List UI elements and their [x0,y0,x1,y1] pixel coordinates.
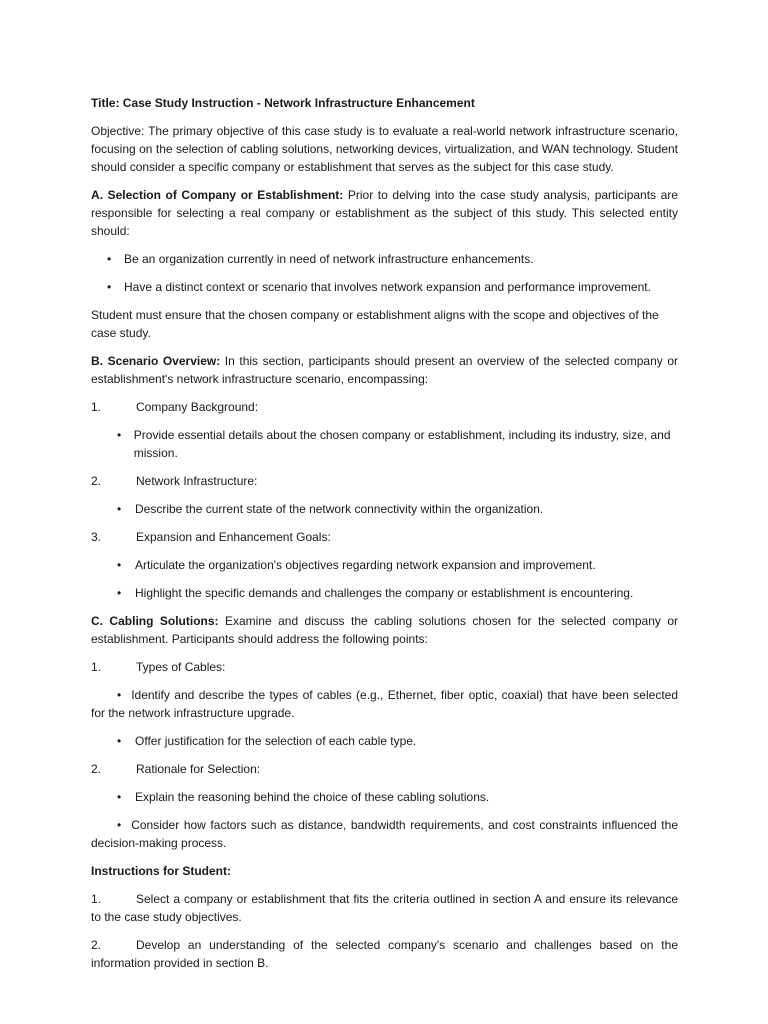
section-a-text: Prior to delving into the case study analysis, participants are responsible for selecting a real company or establishment as the subject of this study. This selected entity should: [91,188,678,238]
document-body [91,94,678,982]
section-b-paragraph [91,352,678,388]
item-label: Company Background: [136,400,259,414]
item-label: Network Infrastructure: [136,474,258,488]
item-number: 1. [91,660,102,674]
section-c-text: Examine and discuss the cabling solutions chosen for the selected company or establishment. Participants should address the following points: [91,614,678,646]
numbered-item [91,472,678,490]
instruction-item [91,936,678,972]
list-item-text: Highlight the specific demands and challenges the company or establishment is encountering. [135,586,634,600]
section-b-text: In this section, participants should present an overview of the selected company or establishment's network infrastructure scenario, encompassing: [91,354,678,386]
item-number: 2. [91,474,102,488]
list-item-text: Articulate the organization's objectives regarding network expansion and improvement. [135,558,596,572]
list-item-text: Have a distinct context or scenario that involves network expansion and performance improvement. [124,280,651,294]
item-label: Expansion and Enhancement Goals: [136,530,331,544]
list-item-text: Identify and describe the types of cables (e.g., Ethernet, fiber optic, coaxial) that have been selected for the network infrastructure upgrade. [91,688,678,720]
list-item [91,732,678,750]
bullet-marker: • [117,428,122,442]
list-item [91,556,678,574]
bullet-marker: • [117,586,122,600]
list-item [91,278,678,296]
instruction-item [91,890,678,926]
bullet-marker: • [117,734,122,748]
item-number: 3. [91,530,102,544]
bullet-marker: • [117,790,122,804]
list-item [91,584,678,602]
instruction-text: Select a company or establishment that fits the criteria outlined in section A and ensure its relevance to the case study objectives. [91,892,678,924]
list-item [91,426,678,462]
section-c-heading: C. Cabling Solutions: [91,614,219,628]
item-number: 2. [91,938,102,952]
item-label: Types of Cables: [136,660,226,674]
bullet-marker: • [107,252,112,266]
list-item-text: Explain the reasoning behind the choice of these cabling solutions. [135,790,490,804]
section-a-heading: A. Selection of Company or Establishment: [91,188,344,202]
numbered-item [91,760,678,778]
instructions-heading: Instructions for Student: [91,864,231,878]
list-item [91,816,678,852]
list-item [91,686,678,722]
item-label: Rationale for Selection: [136,762,261,776]
list-item [91,500,678,518]
bullet-marker: • [117,688,122,702]
numbered-item [91,398,678,416]
list-item [91,788,678,806]
list-item-text: Consider how factors such as distance, bandwidth requirements, and cost constraints influenced the decision-making process. [91,818,678,850]
section-c-paragraph [91,612,678,648]
numbered-item [91,658,678,676]
objective-paragraph: Objective: The primary objective of this case study is to evaluate a real-world network infrastructure scenario, focusing on the selection of cabling solutions, networking devices, virtualization, and WAN technology. Student should consider a specific company or establishment that serves as the subject for this case study. [91,124,678,174]
section-a-paragraph [91,186,678,240]
instruction-text: Develop an understanding of the selected company's scenario and challenges based on the information provided in section B. [91,938,678,970]
numbered-item [91,528,678,546]
bullet-marker: • [117,558,122,572]
list-item-text: Describe the current state of the network connectivity within the organization. [135,502,544,516]
bullet-marker: • [117,502,122,516]
list-item [91,250,678,268]
section-a-closing: Student must ensure that the chosen company or establishment aligns with the scope and objectives of the case study. [91,308,659,340]
bullet-marker: • [117,818,122,832]
list-item-text: Be an organization currently in need of network infrastructure enhancements. [124,252,534,266]
list-item-text: Provide essential details about the chosen company or establishment, including its industry, size, and mission. [133,428,671,460]
list-item-text: Offer justification for the selection of each cable type. [135,734,417,748]
item-number: 1. [91,400,102,414]
section-b-heading: B. Scenario Overview: [91,354,221,368]
item-number: 1. [91,892,102,906]
item-number: 2. [91,762,102,776]
bullet-marker: • [107,280,112,294]
document-title: Title: Case Study Instruction - Network Infrastructure Enhancement [91,96,475,110]
